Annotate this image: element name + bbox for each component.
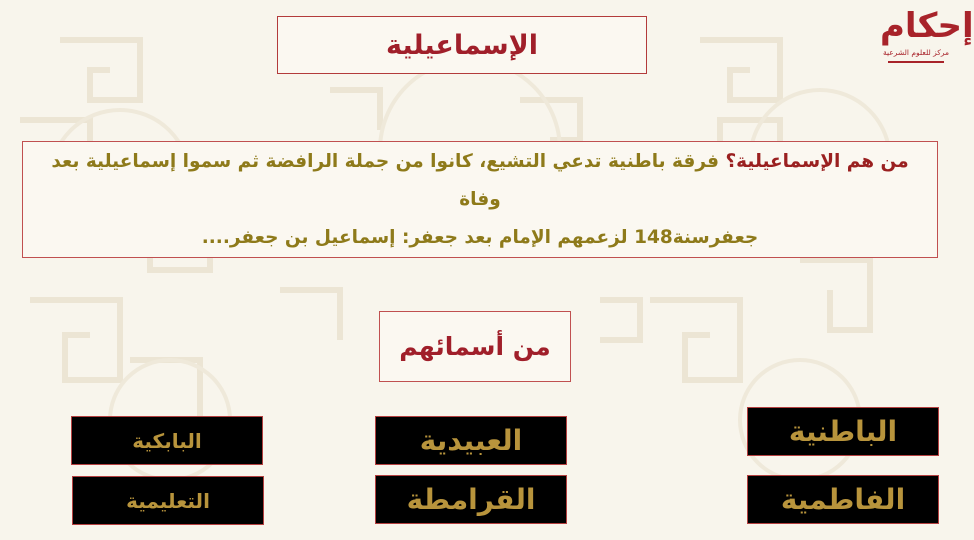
definition-question: من هم الإسماعيلية؟ [725,150,909,172]
logo-wordmark: إحكام [880,6,974,46]
name-box-batiniyya: الباطنية [747,407,939,456]
definition-text [31,143,929,257]
brand-logo [874,4,974,70]
name-box-fatimiyya: الفاطمية [747,475,939,524]
logo-underline [888,61,944,63]
names-heading-box [379,311,571,382]
definition-box [22,141,938,258]
name-box-talimiyya: التعليمية [72,476,264,525]
definition-answer-line2: جعفرسنة148 لزعمهم الإمام بعد جعفر: إسماعيل بن جعفر.... [201,226,759,248]
names-heading: من أسمائهم [399,332,551,361]
logo-subtitle: مركز للعلوم الشرعية [883,48,949,57]
name-box-babakiyya: البابكية [71,416,263,465]
slide-title-box [277,16,647,74]
name-box-qaramita: القرامطة [375,475,567,524]
name-box-ubaydiyya: العبيدية [375,416,567,465]
slide-title: الإسماعيلية [385,29,539,61]
definition-answer-line1: فرقة باطنية تدعي التشيع، كانوا من جملة الرافضة ثم سموا إسماعيلية بعد وفاة [51,150,719,210]
